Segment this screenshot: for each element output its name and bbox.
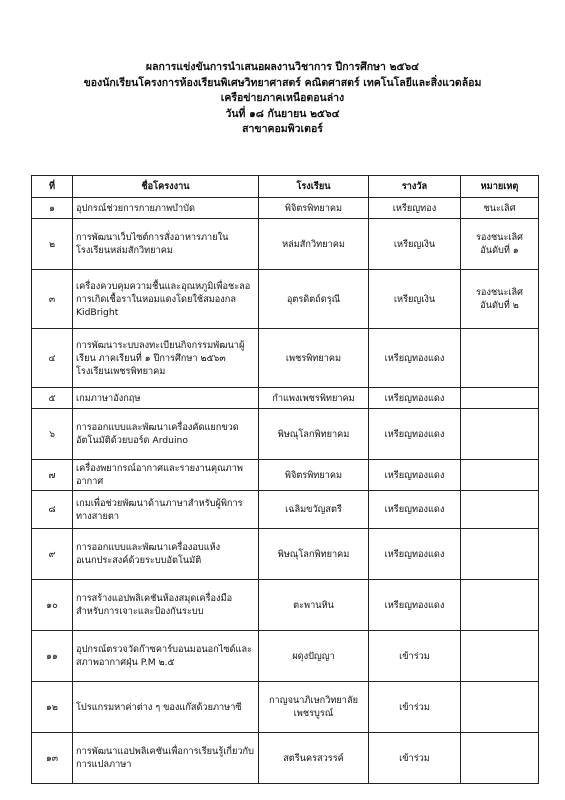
cell-award: เหรียญทองแดง — [369, 491, 461, 529]
col-header-project: ชื่อโครงงาน — [73, 176, 259, 198]
cell-no: ๖ — [32, 409, 73, 460]
results-table — [31, 175, 539, 784]
cell-project: การสร้างแอปพลิเคชันห้องสมุดเครื่องมือสำหรับการเจาะและป้องกันระบบ — [73, 580, 259, 631]
cell-school: พิจิตรพิทยาคม — [259, 460, 369, 491]
cell-note — [461, 329, 539, 388]
cell-note — [461, 733, 539, 784]
cell-project: การออกแบบและพัฒนาเครื่องคัดแยกขวดอัตโนมัติด้วยบอร์ด Arduino — [73, 409, 259, 460]
cell-note: รองชนะเลิศ อันดับที่ ๒ — [461, 270, 539, 329]
cell-school: สตรีนครสวรรค์ — [259, 733, 369, 784]
cell-award: เข้าร่วม — [369, 682, 461, 733]
cell-project: เกมภาษาอังกฤษ — [73, 388, 259, 409]
cell-award: เหรียญทอง — [369, 198, 461, 219]
table-row — [32, 682, 539, 733]
table-row — [32, 198, 539, 219]
col-header-no: ที่ — [32, 176, 73, 198]
cell-note — [461, 388, 539, 409]
table-row — [32, 733, 539, 784]
cell-award: เข้าร่วม — [369, 631, 461, 682]
cell-no: ๑๐ — [32, 580, 73, 631]
cell-award: เหรียญทองแดง — [369, 409, 461, 460]
table-row — [32, 529, 539, 580]
cell-no: ๔ — [32, 329, 73, 388]
cell-school: พิษณุโลกพิทยาคม — [259, 409, 369, 460]
cell-note — [461, 491, 539, 529]
cell-no: ๑ — [32, 198, 73, 219]
cell-project: การพัฒนาแอปพลิเคชันเพื่อการเรียนรู้เกี่ยวกับการแปลภาษา — [73, 733, 259, 784]
cell-school: ตะพานหิน — [259, 580, 369, 631]
cell-no: ๑๒ — [32, 682, 73, 733]
cell-project: อุปกรณ์ช่วยการกายภาพบำบัด — [73, 198, 259, 219]
heading-line-4: วันที่ ๑๘ กันยายน ๒๕๖๔ — [225, 107, 340, 120]
table-row — [32, 329, 539, 388]
cell-no: ๑๓ — [32, 733, 73, 784]
heading-line-5: สาขาคอมพิวเตอร์ — [242, 123, 323, 135]
cell-no: ๙ — [32, 529, 73, 580]
cell-note — [461, 631, 539, 682]
cell-note: รองชนะเลิศ อันดับที่ ๑ — [461, 219, 539, 270]
cell-project: เกมเพื่อช่วยพัฒนาด้านภาษาสำหรับผู้พิการทางสายตา — [73, 491, 259, 529]
cell-project: การออกแบบและพัฒนาเครื่องอบแห้งอเนกประสงค์ด้วยระบบอัตโนมัติ — [73, 529, 259, 580]
cell-award: เหรียญทองแดง — [369, 329, 461, 388]
cell-school: เพชรพิทยาคม — [259, 329, 369, 388]
cell-school: พิจิตรพิทยาคม — [259, 198, 369, 219]
cell-project: การพัฒนาเว็บไซต์การสั่งอาหารภายในโรงเรียนหล่มสักวิทยาคม — [73, 219, 259, 270]
table-row — [32, 631, 539, 682]
cell-award: เข้าร่วม — [369, 733, 461, 784]
table-row — [32, 219, 539, 270]
cell-award: เหรียญทองแดง — [369, 580, 461, 631]
cell-award: เหรียญเงิน — [369, 270, 461, 329]
cell-note — [461, 682, 539, 733]
table-row — [32, 270, 539, 329]
cell-award: เหรียญเงิน — [369, 219, 461, 270]
cell-award: เหรียญทองแดง — [369, 388, 461, 409]
cell-note: ชนะเลิศ — [461, 198, 539, 219]
cell-note — [461, 580, 539, 631]
table-row — [32, 409, 539, 460]
cell-no: ๑๑ — [32, 631, 73, 682]
col-header-award: รางวัล — [369, 176, 461, 198]
cell-school: กำแพงเพชรพิทยาคม — [259, 388, 369, 409]
cell-project: การพัฒนาระบบลงทะเบียนกิจกรรมพัฒนาผู้เรียน ภาคเรียนที่ ๑ ปีการศึกษา ๒๕๖๓ โรงเรียนเพชรพิทยาคม — [73, 329, 259, 388]
table-row — [32, 388, 539, 409]
table-header-row — [32, 176, 539, 198]
cell-school: อุตรดิตถ์ดรุณี — [259, 270, 369, 329]
cell-no: ๓ — [32, 270, 73, 329]
cell-no: ๘ — [32, 491, 73, 529]
col-header-note: หมายเหตุ — [461, 176, 539, 198]
cell-school: เฉลิมขวัญสตรี — [259, 491, 369, 529]
cell-project: เครื่องควบคุมความชื้นและอุณหภูมิเพื่อชะลอการเกิดเชื้อราในหอมแดงโดยใช้สมองกล KidBright — [73, 270, 259, 329]
cell-school: ผดุงปัญญา — [259, 631, 369, 682]
cell-award: เหรียญทองแดง — [369, 529, 461, 580]
cell-no: ๒ — [32, 219, 73, 270]
heading-line-3: เครือข่ายภาคเหนือตอนล่าง — [220, 92, 345, 104]
cell-award: เหรียญทองแดง — [369, 460, 461, 491]
heading-line-2: ของนักเรียนโครงการห้องเรียนพิเศษวิทยาศาสตร์ คณิตศาสตร์ เทคโนโลยีและสิ่งแวดล้อม — [83, 76, 482, 89]
table-row — [32, 460, 539, 491]
cell-school: พิษณุโลกพิทยาคม — [259, 529, 369, 580]
table-row — [32, 491, 539, 529]
cell-note — [461, 460, 539, 491]
cell-school: หล่มสักวิทยาคม — [259, 219, 369, 270]
heading-line-1: ผลการแข่งขันการนำเสนอผลงานวิชาการ ปีการศึกษา ๒๕๖๔ — [145, 61, 420, 73]
table-row — [32, 580, 539, 631]
col-header-school: โรงเรียน — [259, 176, 369, 198]
cell-no: ๗ — [32, 460, 73, 491]
document-heading — [0, 60, 565, 138]
cell-no: ๕ — [32, 388, 73, 409]
cell-note — [461, 529, 539, 580]
cell-school: กาญจนาภิเษกวิทยาลัย เพชรบูรณ์ — [259, 682, 369, 733]
cell-note — [461, 409, 539, 460]
cell-project: โปรแกรมหาค่าต่าง ๆ ของแก๊สด้วยภาษาซี — [73, 682, 259, 733]
cell-project: อุปกรณ์ตรวจวัดก๊าซคาร์บอนมอนอกไซด์และสภาพอากาศฝุ่น P.M ๒.๕ — [73, 631, 259, 682]
cell-project: เครื่องพยากรณ์อากาศและรายงานคุณภาพอากาศ — [73, 460, 259, 491]
